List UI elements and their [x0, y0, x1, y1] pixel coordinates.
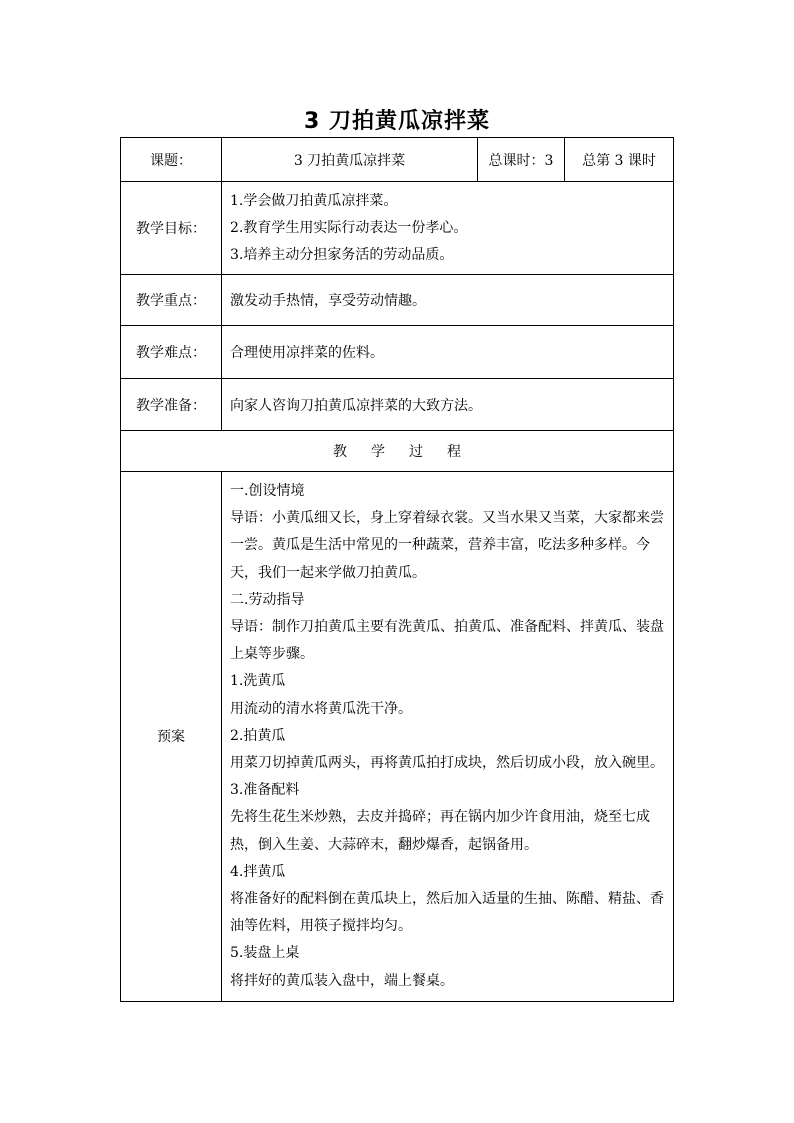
topic-value: 3 刀拍黄瓜凉拌菜	[222, 138, 478, 182]
plan-line: 用菜刀切掉黄瓜两头，再将黄瓜拍打成块，然后切成小段，放入碗里。	[230, 755, 664, 772]
goal-item: 3.培养主动分担家务活的劳动品质。	[230, 247, 454, 263]
header-row	[121, 138, 674, 182]
plan-label: 预案	[121, 472, 222, 1002]
difficulties-row	[121, 326, 674, 379]
plan-line: 导语：制作刀拍黄瓜主要有洗黄瓜、拍黄瓜、准备配料、拌黄瓜、装盘上桌等步骤。	[230, 619, 664, 663]
document-title: 3 刀拍黄瓜凉拌菜	[304, 109, 490, 134]
preparation-label: 教学准备：	[121, 379, 222, 431]
plan-line: 将准备好的配料倒在黄瓜块上，然后加入适量的生抽、陈醋、精盐、香油等佐料，用筷子搅拌均匀。	[230, 891, 664, 935]
goals-content	[222, 182, 674, 275]
goal-item: 1.学会做刀拍黄瓜凉拌菜。	[230, 193, 398, 209]
plan-line: 导语：小黄瓜细又长，身上穿着绿衣裳。又当水果又当菜，大家都来尝一尝。黄瓜是生活中常见的一种蔬菜，营养丰富，吃法多种多样。今天，我们一起来学做刀拍黄瓜。	[230, 510, 664, 581]
plan-line: 二.劳动指导	[230, 591, 305, 608]
plan-content	[222, 472, 674, 1002]
goals-label: 教学目标：	[121, 182, 222, 275]
preparation-row	[121, 379, 674, 431]
plan-line: 2.拍黄瓜	[230, 727, 286, 744]
goals-row	[121, 182, 674, 275]
preparation-text: 向家人咨询刀拍黄瓜凉拌菜的大致方法。	[222, 379, 674, 431]
key-points-row	[121, 275, 674, 326]
lesson-index: 总第 3 课时	[565, 138, 674, 182]
plan-line: 将拌好的黄瓜装入盘中，端上餐桌。	[230, 972, 454, 989]
process-heading-row	[121, 431, 674, 472]
difficulties-text: 合理使用凉拌菜的佐料。	[222, 326, 674, 379]
plan-row	[121, 472, 674, 1002]
plan-line: 4.拌黄瓜	[230, 863, 286, 880]
lesson-plan-table	[120, 137, 674, 1002]
plan-line: 1.洗黄瓜	[230, 673, 286, 690]
key-points-text: 激发动手热情，享受劳动情趣。	[222, 275, 674, 326]
topic-label: 课题：	[121, 138, 222, 182]
total-hours: 总课时：3	[478, 138, 565, 182]
goal-item: 2.教育学生用实际行动表达一份孝心。	[230, 220, 468, 236]
difficulties-label: 教学难点：	[121, 326, 222, 379]
plan-line: 5.装盘上桌	[230, 945, 300, 962]
key-points-label: 教学重点：	[121, 275, 222, 326]
plan-line: 一.创设情境	[230, 483, 305, 499]
plan-line: 用流动的清水将黄瓜洗干净。	[230, 700, 412, 717]
process-heading: 教学过程	[121, 431, 674, 472]
plan-line: 先将生花生米炒熟，去皮并捣碎；再在锅内加少许食用油，烧至七成热，倒入生姜、大蒜碎末，翻炒爆香，起锅备用。	[230, 809, 650, 853]
plan-line: 3.准备配料	[230, 782, 300, 799]
